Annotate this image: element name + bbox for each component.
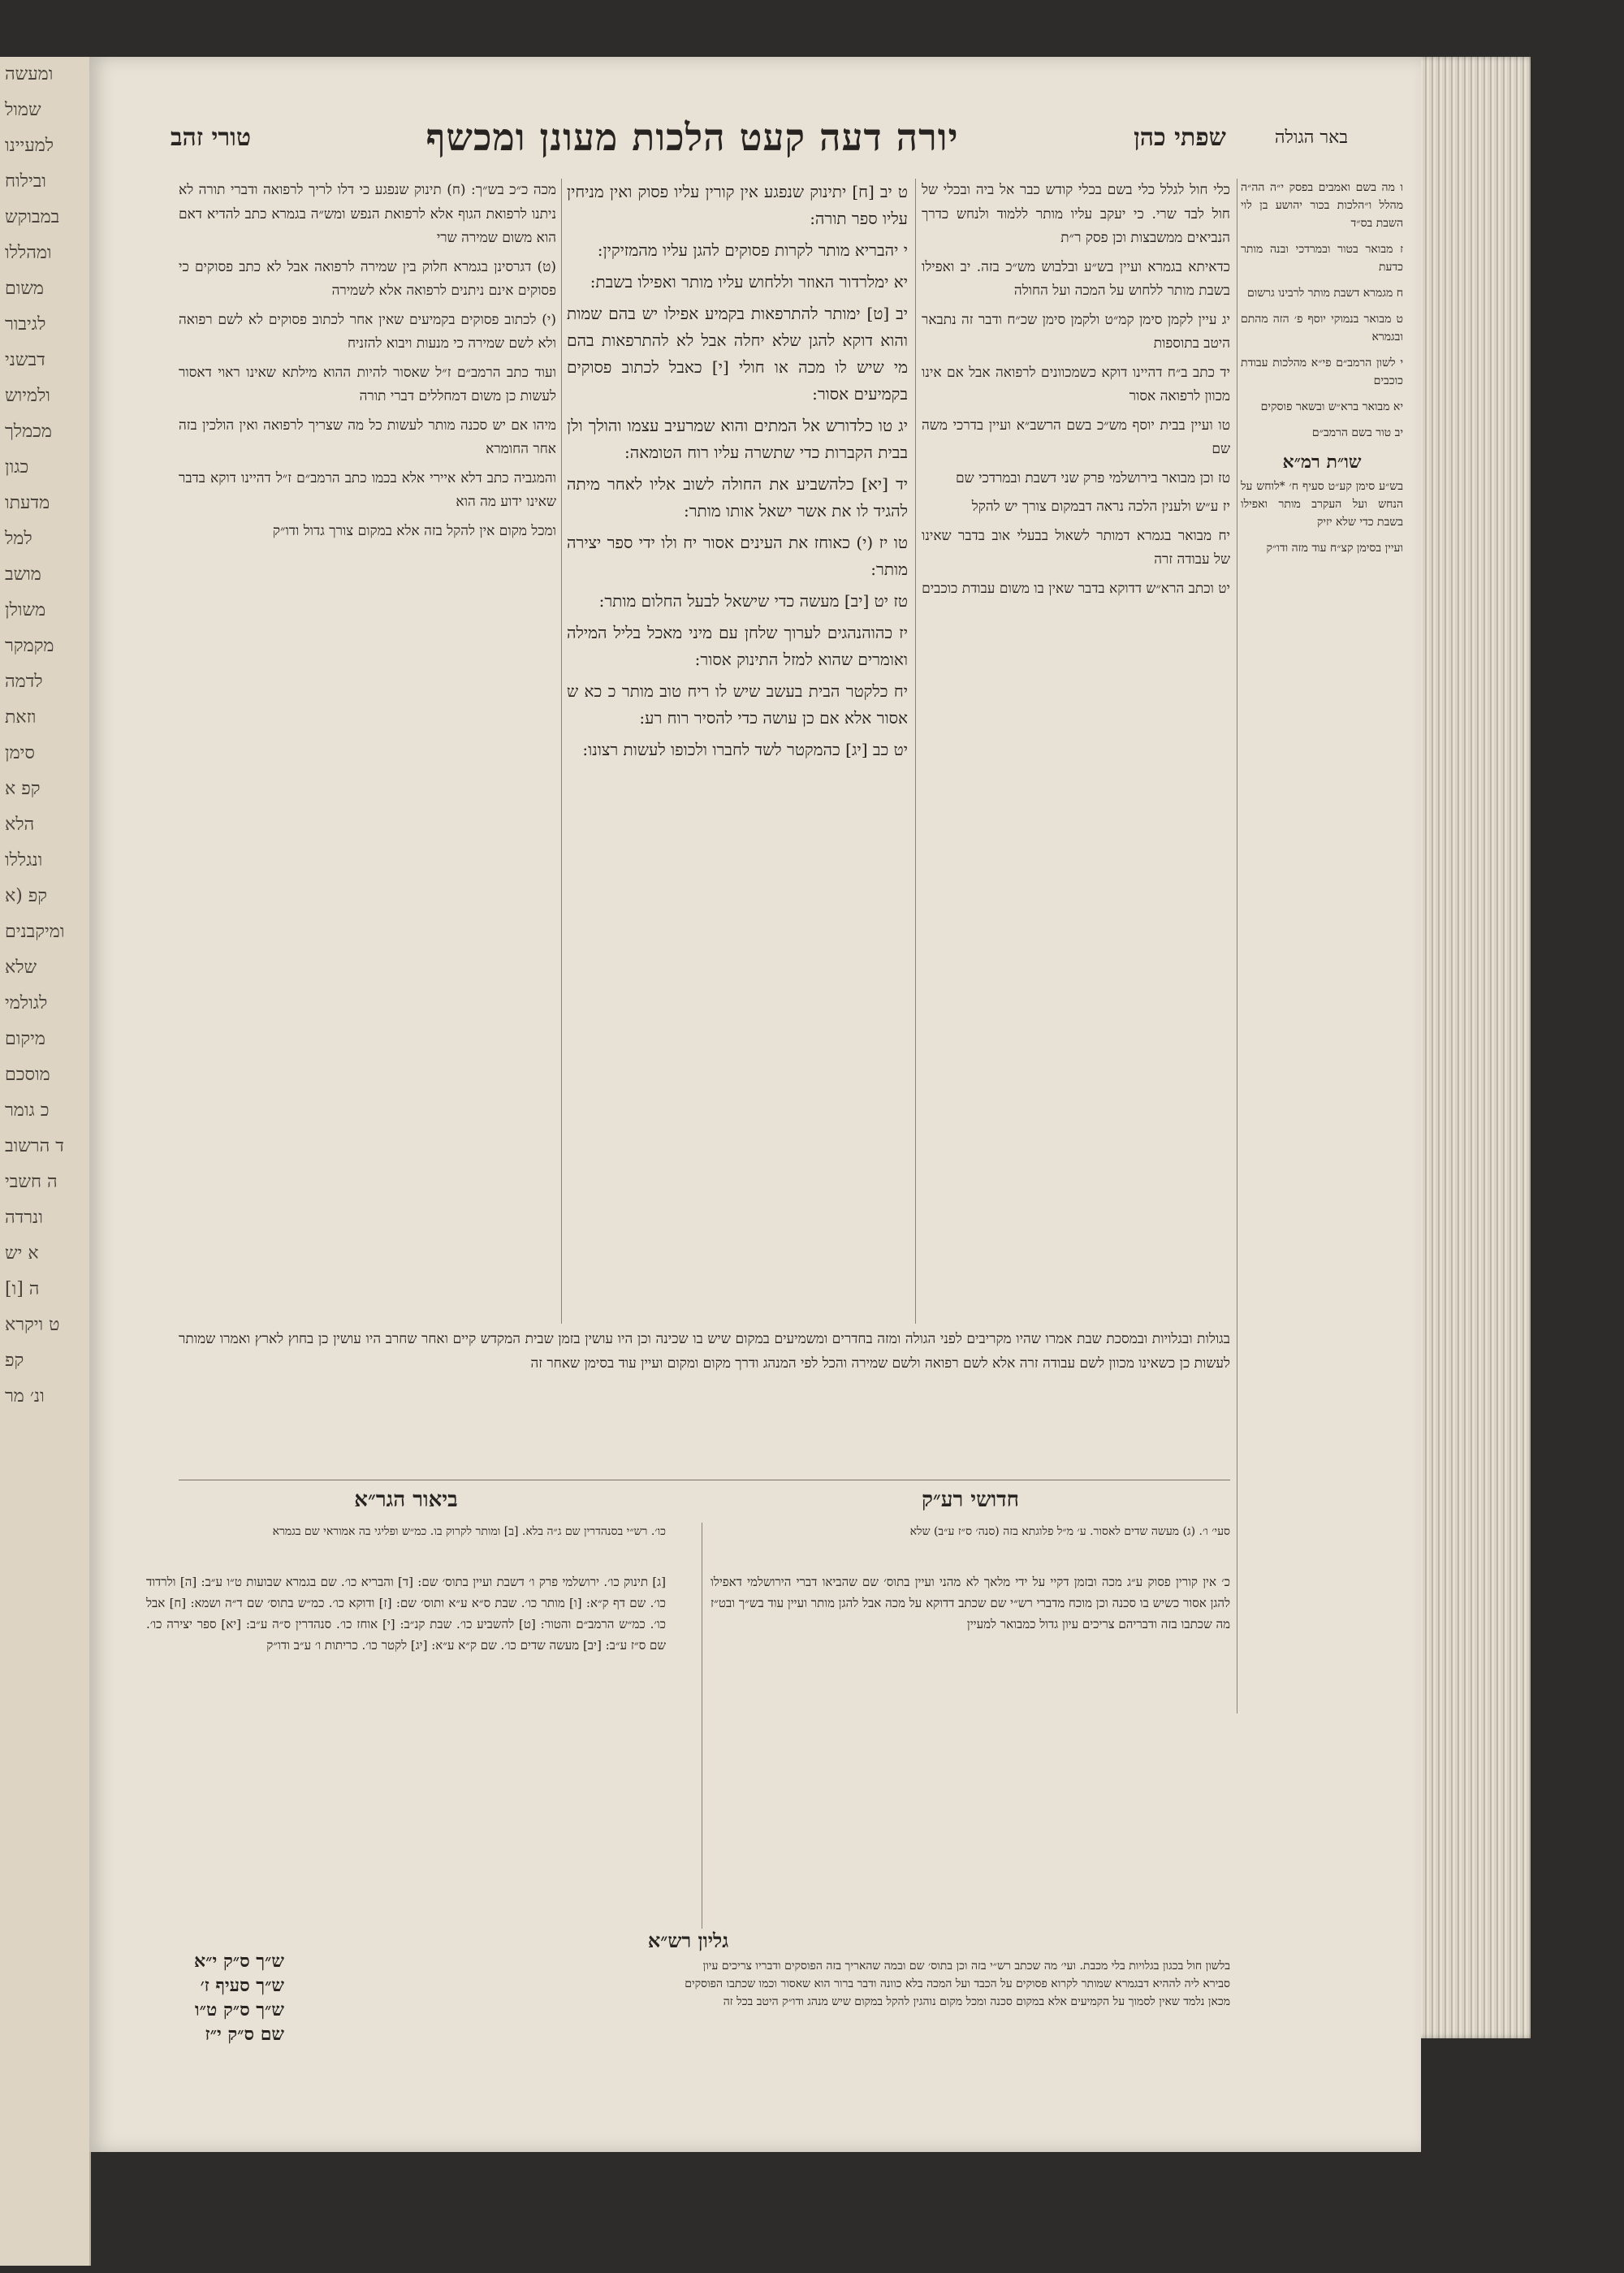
main-text-paragraph: יג טו כלדורש אל המתים והוא שמרעיב עצמו והולך ולן בבית הקברות כדי שתשרה עליו רוח הטומאה: <box>567 416 908 462</box>
facing-page-word: ומעשה <box>5 64 54 84</box>
main-text-paragraph: יא ימלרדור האוזר וללחוש עליו מותר ואפילו בשבת: <box>590 272 908 292</box>
main-text-paragraph: יב [ט] ימותר להתרפאות בקמיע אפילו יש בהם שמות והוא דוקא להגן שלא יחלה אבל לא להתרפאות בהם מי שיש לו מכה או חולי [י] כאבל לכתוב פסוקים בקמיעים אסור: <box>567 304 908 404</box>
facing-page-word: למל <box>5 529 32 549</box>
facing-page-word: ומהללו <box>5 243 52 263</box>
facing-page-word: למעיינו <box>5 136 54 156</box>
margin-section-title: שו״ת רמ״א <box>1282 452 1362 473</box>
margin-section-note: ועיין בסימן קצ״ח עוד מזה ודו״ק <box>1266 542 1403 555</box>
footer-references <box>122 1949 284 2046</box>
facing-page-word: שלא <box>5 957 37 978</box>
taz-paragraph: מכה כ״כ בש״ך: (ח) תינוק שנפגע כי דלו לריך לרפואה ודברי תורה לא ניתנו לרפואת הגוף אלא לרפואת הנפש ומש״ה בגמרא כתב להדיא דאם הוא משום שמירה שרי <box>179 182 556 246</box>
chidushei-rak-title: חדושי רע״ק <box>921 1488 1020 1512</box>
taz-paragraph: (י) לכתוב פסוקים בקמיעים שאין אחר לכתוב פסוקים לא לשם רפואה ולא לשם שמירה כי מנעות ויבוא להזניח <box>179 311 556 352</box>
main-text-paragraph: יד [יא] כלהשביע את החולה לשוב אליו לאחר מיתה להגיד לו את אשר ישאל אותו מותר: <box>567 474 908 521</box>
facing-page-word: קפ (א <box>5 886 48 906</box>
shach-paragraph: יט וכתב הרא״ש דדוקא בדבר שאין בו משום עבודת כוכבים <box>922 580 1230 597</box>
facing-page-word: מיקום <box>5 1029 45 1049</box>
taz-paragraph: ומכל מקום אין להקל בזה אלא במקום צורך גדול ודו״ק <box>272 522 556 539</box>
facing-page-word: מקמקר <box>5 636 54 656</box>
main-text-column <box>567 179 908 1316</box>
chidushei-rak-intro: סעי׳ ו׳. (ג) מעשה שדים לאסור. ע׳ מ״ל פלוגתא בזה (סנה׳ ס״ז ע״ב) שלא <box>909 1525 1230 1538</box>
margin-note: ו מה בשם ואמבים בפסק י״ה הה״ה מהלל ו״הלכות בכור יהושע בן לוי השבת בס״ד <box>1241 181 1403 230</box>
margin-note: יא מבואר ברא״ש ובשאר פוסקים <box>1260 400 1403 413</box>
facing-page-word: ונגללו <box>5 850 43 871</box>
footer-reference: ש״ך סעיף ז׳ <box>200 1975 284 1996</box>
footer-reference: שם ס״ק י״ז <box>205 2024 284 2045</box>
taz-paragraph: והמגביה כתב דלא איירי אלא בכמו כתב הרמב״ם ז״ל דהיינו דוקא בדבר שאינו ידוע מה הוא <box>179 469 556 510</box>
gilyon-rsha-text <box>146 1957 1230 2055</box>
facing-page-word: לגיבור <box>5 314 46 335</box>
taz-paragraph: מיהו אם יש סכנה מותר לעשות כל מה שצריך לרפואה ואין הולכין בזה אחר החומרא <box>179 417 556 457</box>
shach-paragraph: טו ועיין בבית יוסף מש״כ בשם הרשב״א ועיין בדרכי משה שם <box>922 417 1230 457</box>
main-text-paragraph: י יהבריא מותר לקרות פסוקים להגן עליו מהמזיקין: <box>597 240 908 260</box>
taz-paragraph: ועוד כתב הרמב״ם ז״ל שאסור להיות ההוא מילתא שאינו ראוי דאסור לעשות כן משום דמחללים דברי תורה <box>179 364 556 404</box>
taz-label: טורי זהב <box>171 123 251 152</box>
facing-page-word: שמול <box>5 100 41 120</box>
footer-reference: ש״ך ס״ק ט״ו <box>195 1999 284 2020</box>
facing-page-word: ה [ו] <box>5 1279 40 1299</box>
facing-page-word: מדעתו <box>5 493 50 513</box>
column-divider <box>561 179 562 1324</box>
shach-paragraph: יח מבואר בגמרא דמותר לשאול בבעלי אוב בדבר שאינו של עבודה זרה <box>922 527 1230 568</box>
main-text-paragraph: יט כב [יג] כהמקטר לשד לחברו ולכופו לעשות רצונו: <box>582 740 908 759</box>
facing-page-word: סימן <box>5 743 35 763</box>
footer-reference: ש״ך ס״ק י״א <box>194 1951 284 1972</box>
main-text-paragraph: ט יב [ח] יתינוק שנפגע אין קורין עליו פסוק ואין מניחין עליו ספר תורה: <box>567 182 908 228</box>
taz-paragraph: (ט) דגרסינן בגמרא חלוק בין שמירה לרפואה אבל לא כתב פסוקים כי פסוקים אינם ניתנים לרפואה אלא לשמירה <box>179 258 556 299</box>
facing-page-word: לדמה <box>5 672 43 692</box>
running-head-right <box>1134 123 1348 152</box>
facing-page-word: במבוקש <box>5 207 60 227</box>
facing-page-word: לגולמי <box>5 993 48 1013</box>
running-head <box>171 109 1348 166</box>
biur-hagra-text: [ג] תינוק כו׳. ירושלמי פרק ו׳ דשבת ועיין בתוס׳ שם: [ד] והבריא כו׳. שם בגמרא שבועות ט״ו ע״ב: [ה] ולרדוד כו׳. שם דף ק״א: [ו] מותר כו׳. שבת ס״א ע״א ותוס׳ שם: [ז] ודוקא כו׳. כמ״ש בתוס׳ שם ד״ה ושמא: [ח] אבל כו׳. כמ״ש הרמב״ם והטור: [ט] להשביע כו׳. שבת קנ״ב: [י] אוחז כו׳. סנהדרין ס״ה ע״ב: [יא] ספר יצירה כו׳. שם ס״ז ע״ב: [יב] מעשה שדים כו׳. שם ק״א ע״א: [יג] לקטר כו׳. כריתות ו׳ ע״ב ודו״ק <box>146 1575 666 1653</box>
facing-page-word: מושב <box>5 564 41 585</box>
column-divider <box>915 179 916 1324</box>
margin-note: יב טור בשם הרמב״ם <box>1311 426 1403 439</box>
main-text-paragraph: טו יז (י) כאוחז את העינים אסור יח ולו ידי ספר יצירה מותר: <box>567 533 908 579</box>
main-text-paragraph: יז כהוהנהגים לערוך שלחן עם מיני מאכל בליל המילה ואומרים שהוא למזל התינוק אסור: <box>567 623 908 669</box>
margin-note: ט מבואר בנמוקי יוסף פ׳ הזה מהתם ובגמרא <box>1241 313 1403 344</box>
facing-page-word: ט ויקרא <box>5 1315 60 1335</box>
facing-page-fragment <box>0 57 91 2266</box>
shach-paragraph: כדאיתא בגמרא ועיין בש״ע ובלבוש מש״כ בזה. יב ואפילו בשבת מותר ללחוש על המכה ועל החולה <box>922 258 1230 299</box>
main-text-paragraph: יח כלקטר הבית בעשב שיש לו ריח טוב מותר כ כא ש אסור אלא אם כן עושה כדי להסיר רוח רע: <box>567 681 908 728</box>
margin-column-label: באר הגולה <box>1274 127 1348 148</box>
margin-section-note: בש״ע סימן קע״ט סעיף ח׳ *לוחש על הנחש ועל העקרב מותר ואפילו בשבת כדי שלא יזיק <box>1241 480 1403 529</box>
facing-page-word: קפ <box>5 1350 24 1371</box>
shach-paragraph: יז ע״ש ולענין הלכה נראה דבמקום צורך יש להקל <box>971 499 1230 515</box>
facing-page-word: ובילוח <box>5 171 46 192</box>
margin-note: ז מבואר בטור ובמרדכי ובנה מותר כדעת <box>1241 243 1403 274</box>
facing-page-word: משום <box>5 279 44 299</box>
wide-commentary-block: בגולות ובגלויות ובמסכת שבת אמרו שהיו מקריבים לפני הגולה ומזה בחדרים ומשמיעים במקום שיש בו שכינה וכן היו עושין בזמן שבית המקדש קיים ואחר שחרב היו עושין כן בחוץ לארץ ואמרו שמותר לעשות כן כשאינו מכוון לשם עבודה זרה אלא לשם רפואה ולשם שמירה והכל לפי המנהג ודרך מקום ומקום ועיין עוד בסימן שאחר זה <box>179 1331 1230 1372</box>
shach-commentary-column <box>922 179 1230 1324</box>
facing-page-word: ד הרשוב <box>5 1136 64 1156</box>
shach-label: שפתי כהן <box>1134 123 1226 152</box>
footer-line: בלשון חול בכגון בגלויות בלי מכבת. ועי׳ מה שכתב רש״י בזה וכן בתוס׳ שם ובמה שהאריך בזה הפוסקים ודבריו צריכים עיון <box>702 1960 1230 1973</box>
shach-paragraph: יג עיין לקמן סימן קמ״ט ולקמן סימן שכ״ח ודבר זה נתבאר היטב בתוספות <box>922 311 1230 352</box>
facing-page-word: משולן <box>5 600 46 620</box>
facing-page-word: ונרדה <box>5 1208 43 1228</box>
shach-paragraph: טז וכן מבואר בירושלמי פרק שני דשבת ובמרדכי שם <box>956 469 1230 486</box>
facing-page-word: כגון <box>5 457 29 478</box>
facing-page-word: ולמיוש <box>5 386 50 406</box>
biur-hagra-intro: כו׳. רש״י בסנהדרין שם ג״ה בלא. [ב] ומותר לקרוק בו. כמ״ש ופליגי בה אמוראי שם בגמרא <box>272 1525 666 1538</box>
margin-note: י לשון הרמב״ם פי״א מהלכות עבודת כוכבים <box>1241 357 1403 387</box>
book-page <box>89 57 1421 2152</box>
facing-page-word: מכמלך <box>5 421 52 442</box>
facing-page-word: דבשני <box>5 350 45 370</box>
facing-page-word: ונ׳ מר <box>5 1386 45 1407</box>
facing-page-word: קפ א <box>5 779 41 799</box>
gilyon-rsha-title: גליון רש״א <box>647 1929 729 1952</box>
footer-line: סבירא ליה לההיא דבגמרא שמותר לקרוא פסוקים על הכבד ועל המכה בלא כוונה ודבר ברור הוא שאסור וכמו שכתבו הפוסקים <box>685 1977 1230 1990</box>
shach-paragraph: יד כתב ב״ח דהיינו דוקא כשמכוונים לרפואה אבל אם אינו מכוון לרפואה אסור <box>922 364 1230 404</box>
margin-commentary-column <box>1241 179 1403 1713</box>
main-text-paragraph: טז יט [יב] מעשה כדי שישאל לבעל החלום מותר: <box>598 591 908 611</box>
margin-note: ח מגמרא דשבת מותר לרבינו גרשום <box>1247 287 1403 300</box>
facing-page-word: א יש <box>5 1243 39 1264</box>
facing-page-word: כ גומר <box>5 1100 50 1121</box>
facing-page-word: וזאת <box>5 707 37 728</box>
biur-hagra-title: ביאור הגר״א <box>354 1488 458 1512</box>
footer-line: מכאן נלמד שאין לסמוך על הקמיעים אלא במקום סכנה ומכל מקום נוהגין להקל במקום שיש מנהג ודו״ק היטב בכל זה <box>723 1995 1230 2008</box>
chidushei-rak-text: כ׳ אין קורין פסוק ע״ג מכה ובזמן דקיי על ידי מלאך לא מהני ועיין בתוס׳ שם שהביאו דברי הירושלמי דאפילו להגן אסור כשיש בו סכנה וכן מוכח מדברי רש״י שם שכתב דדוקא על מכה אבל להגן מותר ועיין עוד בש״ך ובט״ז מה שכתבו בזה ודבריהם צריכים עיון גדול כמבואר למעיין <box>710 1575 1230 1631</box>
facing-page-word: ה חשבי <box>5 1172 58 1192</box>
page-title: יורה דעה קעט הלכות מעונן ומכשף <box>425 115 959 159</box>
shach-paragraph: כלי חול לגלל כלי בשם בכלי קודש כבר אל ביה ובכלי של חול לבד שרי. כי יעקב עליו מותר ללמוד ולנחש כדרך הנביאים ממשבצות וכן פסק ר״ת <box>922 182 1230 246</box>
taz-commentary-column <box>179 179 556 1324</box>
facing-page-word: מוסכם <box>5 1065 50 1085</box>
facing-page-word: ומיקבנים <box>5 922 65 942</box>
facing-page-word: הלא <box>5 815 35 835</box>
